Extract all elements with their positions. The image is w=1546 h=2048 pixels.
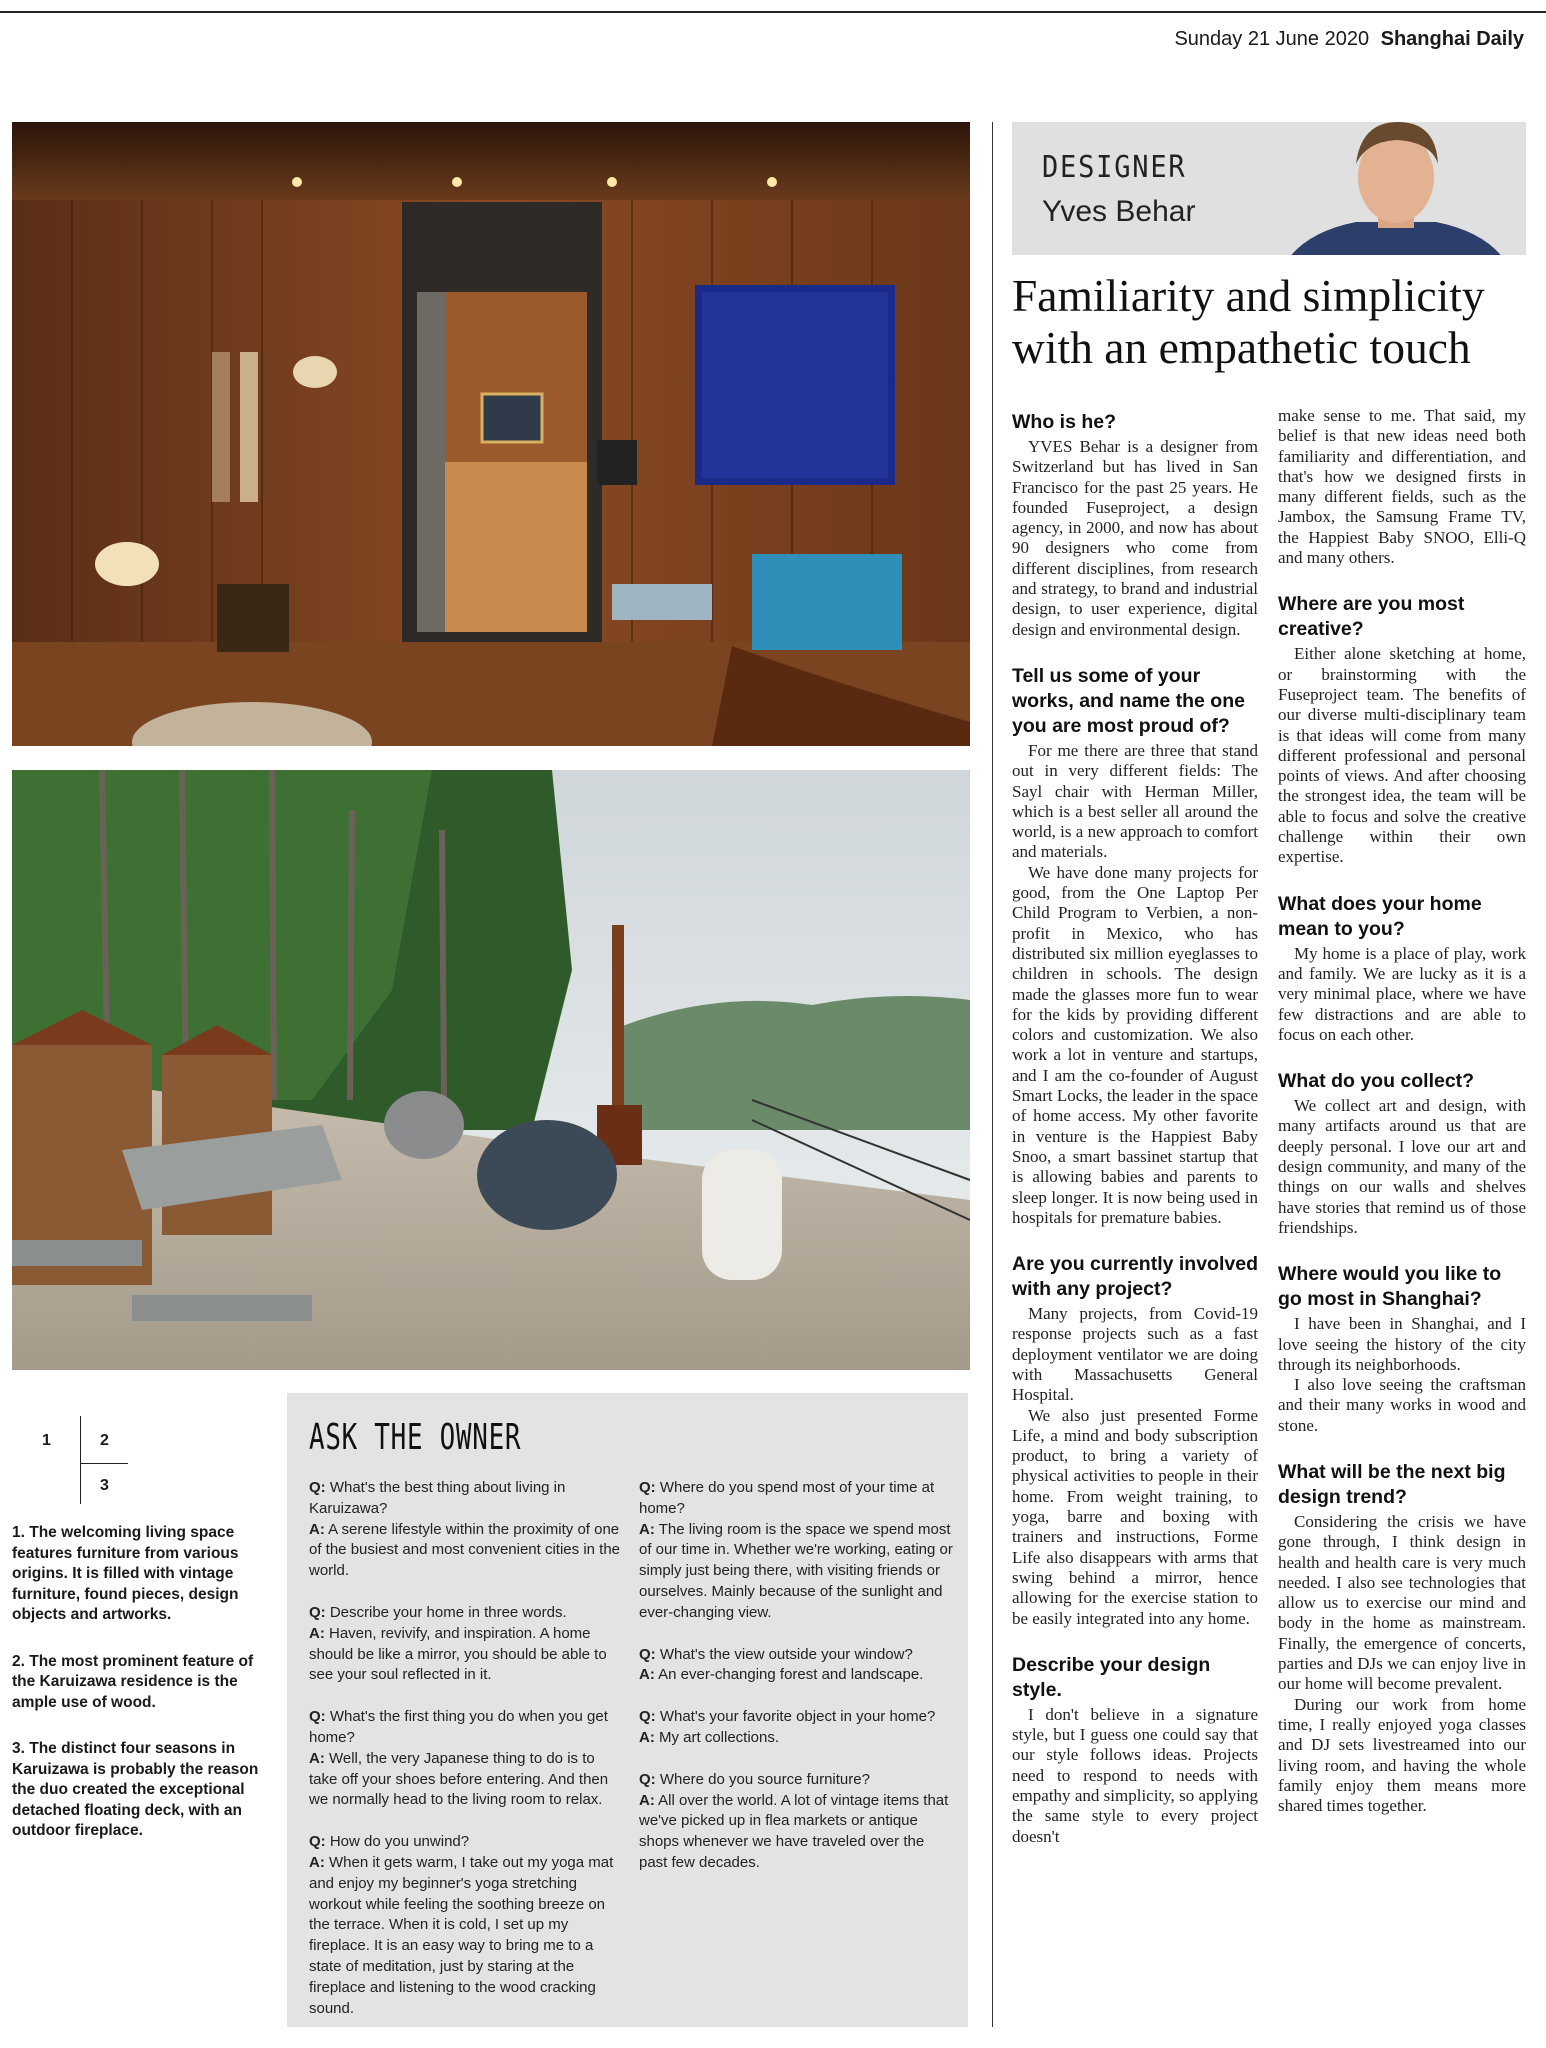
section-paragraph: We also just presented Forme Life, a mind and body subscription product, to bring a variety of physical activities to people in their home. From weight training, to yoga, barre and boxing with trainers and instructions, Forme Life also disappears with arms that swing behind a mirror, hence allowing for the exercise station to be easily integrated into any home.: [1012, 1405, 1258, 1628]
ask-column-right: [639, 1478, 955, 1895]
section-heading: What do you collect?: [1278, 1070, 1475, 1093]
article-column-1: [1012, 410, 1258, 1871]
section-heading: Who is he?: [1012, 411, 1116, 433]
answer-text: An ever-changing forest and landscape.: [654, 1666, 924, 1684]
designer-banner: [1012, 122, 1526, 255]
ask-the-owner-box: [287, 1393, 968, 2027]
newspaper-name: Shanghai Daily: [1380, 28, 1524, 50]
question-text: Where do you spend most of your time at home?: [639, 1479, 935, 1517]
interior-living-space-photo: [12, 122, 970, 746]
answer-label: A:: [639, 1666, 655, 1684]
article-section: [1278, 892, 1526, 1045]
question-label: Q:: [639, 1708, 656, 1726]
answer-text: Well, the very Japanese thing to do is to take off your shoes before entering. And then we normally head to the living room to relax.: [309, 1749, 609, 1809]
top-rule: [0, 11, 1546, 13]
qa-item: [309, 1832, 625, 2019]
section-paragraph: We have done many projects for good, from the One Laptop Per Child Program to Verbien, a non-profit in Mexico, who has distributed six million eyeglasses to children in schools. The design made the glasses more fun to wear for the kids by providing different colors and customization. We also work a lot in venture and startups, and I am the co-founder of August Smart Locks, the leader in the space of home access. My other favorite in venture is the Happiest Baby Snoo, a smart bassinet startup that is allowing babies and parents to sleep longer. It is now being used in hospitals for premature babies.: [1012, 862, 1258, 1227]
qa-item: [639, 1770, 955, 1874]
question-text: What's the first thing you do when you get home?: [309, 1708, 608, 1746]
question-text: What's your favorite object in your home?: [655, 1708, 936, 1726]
section-paragraph: We collect art and design, with many artifacts around us that are deeply personal. I love our art and design community, and many of the things on our walls and shelves have stories that remind us of those friendships.: [1278, 1096, 1526, 1237]
answer-label: A:: [309, 1624, 325, 1642]
question-label: Q:: [639, 1479, 656, 1496]
section-paragraph: Considering the crisis we have gone through, I think design in health and health care is very much needed. I also see technologies that allow us to exercise our mind and body in the home as mainstream. Finally, the emergence of concerts, parties and DJs we can enjoy live in our home will become prevalent.: [1278, 1511, 1526, 1694]
article-section: [1012, 1252, 1258, 1629]
article-section: [1012, 664, 1258, 1228]
photo-key-2: 2: [100, 1432, 109, 1449]
caption-1: 1. The welcoming living space features furniture from various origins. It is filled with vintage furniture, found pieces, design objects and artworks.: [12, 1524, 239, 1623]
answer-text: The living room is the space we spend most of our time in. Whether we're working, eating or simply just being there, with visiting friends or ourselves. Mainly because of the sunlight and ever-changing view.: [639, 1520, 953, 1621]
question-label: Q:: [309, 1833, 326, 1851]
section-paragraph: Either alone sketching at home, or brainstorming with the Fuseproject team. The benefits of our diverse multi-disciplinary team is that ideas will come from many different professional and personal points of views. And after choosing the strongest idea, the team will be able to focus and solve the creative challenge within their own expertise.: [1278, 644, 1526, 867]
section-heading: What will be the next big design trend?: [1278, 1460, 1506, 1508]
qa-item: [309, 1478, 625, 1582]
question-text: Where do you source furniture?: [655, 1770, 870, 1788]
forest-deck-photo: [12, 770, 970, 1370]
qa-item: [309, 1603, 625, 1686]
question-label: Q:: [639, 1645, 656, 1663]
section-heading: Describe your design style.: [1012, 1653, 1211, 1701]
qa-item: [639, 1478, 955, 1624]
masthead: [1174, 28, 1524, 51]
designer-name: Yves Behar: [1042, 195, 1196, 228]
designer-label: DESIGNER: [1042, 150, 1187, 185]
article-section: [1278, 1460, 1526, 1816]
article-section: [1278, 1262, 1526, 1436]
photo-key-3: 3: [100, 1477, 109, 1494]
question-label: Q:: [309, 1603, 326, 1621]
article-headline: Familiarity and simplicity with an empathetic touch: [1012, 270, 1485, 373]
key-divider-vertical: [80, 1416, 81, 1504]
section-heading: Where are you most creative?: [1278, 593, 1465, 641]
section-heading: Are you currently involved with any project?: [1012, 1253, 1258, 1301]
caption-2: 2. The most prominent feature of the Karuizawa residence is the ample use of wood.: [12, 1652, 254, 1711]
caption-3: 3. The distinct four seasons in Karuizawa is probably the reason the duo created the exceptional detached floating deck, with an outdoor fireplace.: [12, 1740, 259, 1839]
question-label: Q:: [639, 1770, 656, 1788]
photo-key: [12, 1408, 262, 1518]
photo-captions: [12, 1523, 274, 1868]
answer-label: A:: [309, 1749, 325, 1767]
article-continuation: make sense to me. That said, my belief is that new ideas need both familiarity and differentiation, and that's how we designed firsts in many different fields, such as the Jambox, the Samsung Frame TV, the Happiest Baby SNOO, Elli-Q and many others.: [1278, 406, 1526, 568]
answer-label: A:: [639, 1520, 655, 1538]
article-section: [1278, 1069, 1526, 1238]
section-heading: Tell us some of your works, and name the one you are most proud of?: [1012, 664, 1245, 737]
question-text: Describe your home in three words.: [325, 1603, 567, 1621]
question-text: What's the best thing about living in Karuizawa?: [309, 1479, 566, 1517]
ask-the-owner-title: ASK THE OWNER: [309, 1417, 522, 1458]
issue-date: Sunday 21 June 2020: [1174, 28, 1370, 50]
answer-text: When it gets warm, I take out my yoga mat and enjoy my beginner's yoga stretching workout while feeling the soothing breeze on the terrace. When it is cold, I set up my fireplace. It is an easy way to bring me to a state of meditation, just by staring at the fireplace and listening to the wood cracking sound.: [309, 1853, 614, 2017]
section-paragraph: My home is a place of play, work and family. We are lucky as it is a very minimal place, where we have few distractions and are able to focus on each other.: [1278, 943, 1526, 1044]
section-paragraph: I also love seeing the craftsman and their many works in wood and stone.: [1278, 1375, 1526, 1435]
answer-text: A serene lifestyle within the proximity of one of the busiest and most convenient cities in the world.: [309, 1520, 621, 1580]
question-text: What's the view outside your window?: [655, 1645, 913, 1663]
key-divider-horizontal: [80, 1463, 128, 1464]
column-divider: [992, 122, 993, 2027]
section-paragraph: For me there are three that stand out in very different fields: The Sayl chair with Herman Miller, which is a best seller all around the world, is a new approach to comfort and materials.: [1012, 740, 1258, 862]
article-column-2: [1278, 406, 1526, 1840]
section-paragraph: I have been in Shanghai, and I love seeing the history of the city through its neighborhoods.: [1278, 1314, 1526, 1374]
article-section: [1012, 1653, 1258, 1847]
answer-label: A:: [639, 1791, 655, 1809]
section-paragraph: Many projects, from Covid-19 response projects such as a fast deployment ventilator we are doing with Massachusetts General Hospital.: [1012, 1304, 1258, 1405]
question-text: How do you unwind?: [325, 1833, 470, 1851]
qa-item: [309, 1707, 625, 1811]
question-label: Q:: [309, 1708, 326, 1726]
article-section: [1278, 592, 1526, 867]
answer-label: A:: [309, 1853, 325, 1871]
section-heading: Where would you like to go most in Shanghai?: [1278, 1263, 1502, 1311]
answer-text: All over the world. A lot of vintage items that we've picked up in flea markets or antique shops whenever we have traveled over the past few decades.: [639, 1791, 949, 1871]
question-label: Q:: [309, 1479, 326, 1496]
answer-label: A:: [309, 1520, 325, 1538]
answer-text: Haven, revivify, and inspiration. A home should be like a mirror, you should be able to see your soul reflected in it.: [309, 1624, 607, 1684]
section-paragraph: YVES Behar is a designer from Switzerland but has lived in San Francisco for the past 25 years. He founded Fuseproject, a design agency, in 2000, and now has about 90 designers who come from different disciplines, from research and strategy, to brand and industrial design, to user experience, digital design and environmental design.: [1012, 437, 1258, 639]
designer-portrait: [1266, 122, 1526, 255]
qa-item: [639, 1707, 955, 1749]
article-section: [1012, 410, 1258, 640]
answer-text: My art collections.: [654, 1728, 780, 1746]
ask-column-left: [309, 1478, 625, 2040]
qa-item: [639, 1645, 955, 1687]
section-paragraph: I don't believe in a signature style, but I guess one could say that our style follows ideas. Projects need to respond to needs with empathy and simplicity, so applying the same style to every project doesn't: [1012, 1704, 1258, 1846]
section-heading: What does your home mean to you?: [1278, 892, 1482, 940]
photo-key-1: 1: [42, 1432, 51, 1449]
answer-label: A:: [639, 1728, 655, 1746]
section-paragraph: During our work from home time, I really enjoyed yoga classes and DJ sets livestreamed into our living room, and having the whole family enjoy them means more shared times together.: [1278, 1694, 1526, 1816]
